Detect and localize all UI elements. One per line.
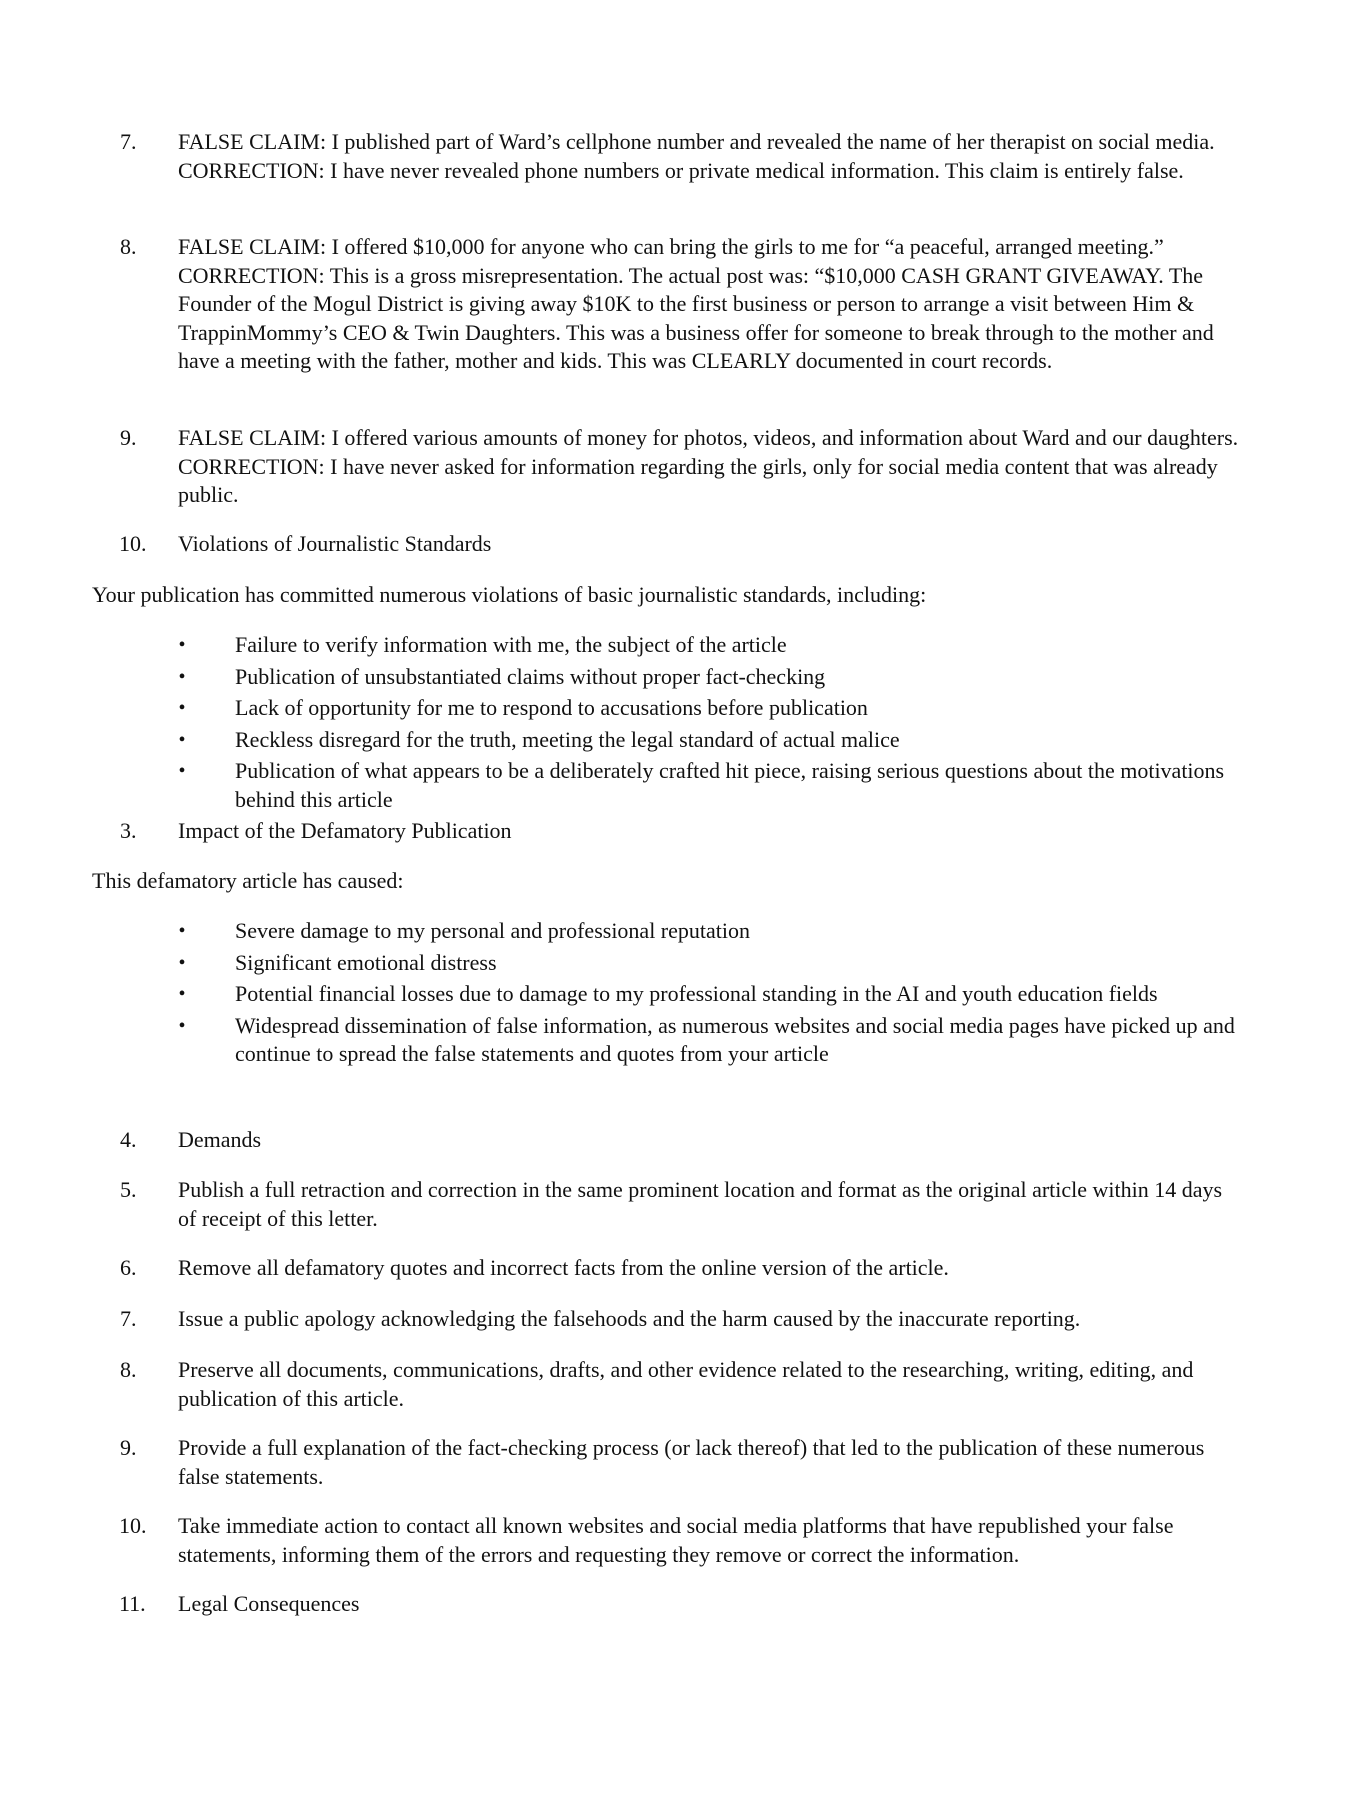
item-number: 7. bbox=[120, 1306, 137, 1331]
impact-intro: This defamatory article has caused: bbox=[92, 868, 404, 893]
item-text: Take immediate action to contact all known websites and social media platforms that have republished your false statements, informing them of the errors and requesting they remove or correct the information. bbox=[178, 1513, 1174, 1567]
list-item: • Publication of what appears to be a deliberately crafted hit piece, raising serious questions about the motivations behind this article bbox=[176, 757, 1236, 814]
list-item: • Failure to verify information with me, the subject of the article bbox=[176, 631, 1236, 660]
section-heading-violations bbox=[120, 530, 1240, 559]
demand-item bbox=[120, 1305, 1240, 1334]
demand-item bbox=[120, 1434, 1240, 1491]
violations-intro: Your publication has committed numerous violations of basic journalistic standards, including: bbox=[92, 582, 927, 607]
section-heading: Impact of the Defamatory Publication bbox=[178, 818, 512, 843]
item-text: Remove all defamatory quotes and incorrect facts from the online version of the article. bbox=[178, 1255, 949, 1280]
item-number: 9. bbox=[120, 425, 137, 450]
violations-list bbox=[176, 631, 1236, 814]
item-number: 11. bbox=[119, 1591, 146, 1616]
impact-list bbox=[176, 917, 1236, 1069]
list-item: • Reckless disregard for the truth, meeting the legal standard of actual malice bbox=[176, 726, 1236, 755]
section-heading-impact bbox=[120, 817, 1240, 846]
item-number: 9. bbox=[120, 1435, 137, 1460]
false-claim-item bbox=[120, 233, 1240, 376]
list-item: • Widespread dissemination of false information, as numerous websites and social media pages have picked up and continue to spread the false statements and quotes from your article bbox=[176, 1012, 1236, 1069]
demand-item bbox=[120, 1512, 1240, 1569]
list-item: • Potential financial losses due to damage to my professional standing in the AI and youth education fields bbox=[176, 980, 1236, 1009]
list-item: • Lack of opportunity for me to respond to accusations before publication bbox=[176, 694, 1236, 723]
bullet-icon: • bbox=[178, 697, 186, 719]
item-text: FALSE CLAIM: I offered various amounts of money for photos, videos, and information about Ward and our daughters. CORRECTION: I have never asked for information regarding the girls, only for social media content that was already public. bbox=[178, 425, 1239, 507]
list-item: • Publication of unsubstantiated claims without proper fact-checking bbox=[176, 663, 1236, 692]
item-number: 8. bbox=[120, 1357, 137, 1382]
section-heading: Demands bbox=[178, 1127, 262, 1152]
item-number: 8. bbox=[120, 234, 137, 259]
bullet-icon: • bbox=[178, 634, 186, 656]
bullet-icon: • bbox=[178, 951, 186, 974]
bullet-icon: • bbox=[178, 760, 186, 782]
list-item: • Significant emotional distress bbox=[176, 949, 1236, 978]
section-heading: Legal Consequences bbox=[178, 1591, 360, 1616]
demand-item bbox=[120, 1254, 1240, 1283]
item-text: Publish a full retraction and correction in the same prominent location and format as the original article within 14 days of receipt of this letter. bbox=[178, 1177, 1223, 1231]
bullet-icon: • bbox=[178, 1014, 186, 1037]
list-item: • Severe damage to my personal and professional reputation bbox=[176, 917, 1236, 946]
item-number: 6. bbox=[120, 1255, 137, 1280]
item-text: Preserve all documents, communications, drafts, and other evidence related to the researching, writing, editing, and publication of this article. bbox=[178, 1357, 1194, 1411]
item-text: FALSE CLAIM: I offered $10,000 for anyone who can bring the girls to me for “a peaceful, arranged meeting.” CORRECTION: This is a gross misrepresentation. The actual post was: “$10,000 CASH GRANT GIVEAWAY. The Founder of the Mogul District is giving away $10K to the first business or person to arrange a visit between Him & TrappinMommy’s CEO & Twin Daughters. This was a business offer for someone to break through to the mother and have a meeting with the father, mother and kids. This was CLEARLY documented in court records. bbox=[178, 234, 1214, 373]
bullet-icon: • bbox=[178, 920, 186, 942]
item-number: 10. bbox=[119, 1513, 147, 1538]
item-number: 10. bbox=[119, 531, 147, 556]
false-claim-item bbox=[120, 424, 1240, 510]
item-text: Issue a public apology acknowledging the falsehoods and the harm caused by the inaccurate reporting. bbox=[178, 1306, 1081, 1331]
demand-item bbox=[120, 1356, 1240, 1413]
false-claim-item bbox=[120, 128, 1240, 185]
section-heading: Violations of Journalistic Standards bbox=[178, 531, 492, 556]
bullet-icon: • bbox=[178, 728, 186, 751]
item-number: 7. bbox=[120, 129, 137, 154]
section-heading-demands bbox=[120, 1126, 1240, 1155]
bullet-icon: • bbox=[178, 665, 186, 688]
item-number: 3. bbox=[120, 818, 137, 843]
bullet-icon: • bbox=[178, 983, 186, 1005]
item-text: Provide a full explanation of the fact-checking process (or lack thereof) that led to the publication of these numerous false statements. bbox=[178, 1435, 1205, 1489]
item-text: FALSE CLAIM: I published part of Ward’s cellphone number and revealed the name of her therapist on social media. CORRECTION: I have never revealed phone numbers or private medical information. This claim is entirely false. bbox=[178, 129, 1215, 183]
demand-item bbox=[120, 1176, 1240, 1233]
section-heading-legal bbox=[120, 1590, 1240, 1619]
item-number: 4. bbox=[120, 1127, 137, 1152]
item-number: 5. bbox=[120, 1177, 137, 1202]
